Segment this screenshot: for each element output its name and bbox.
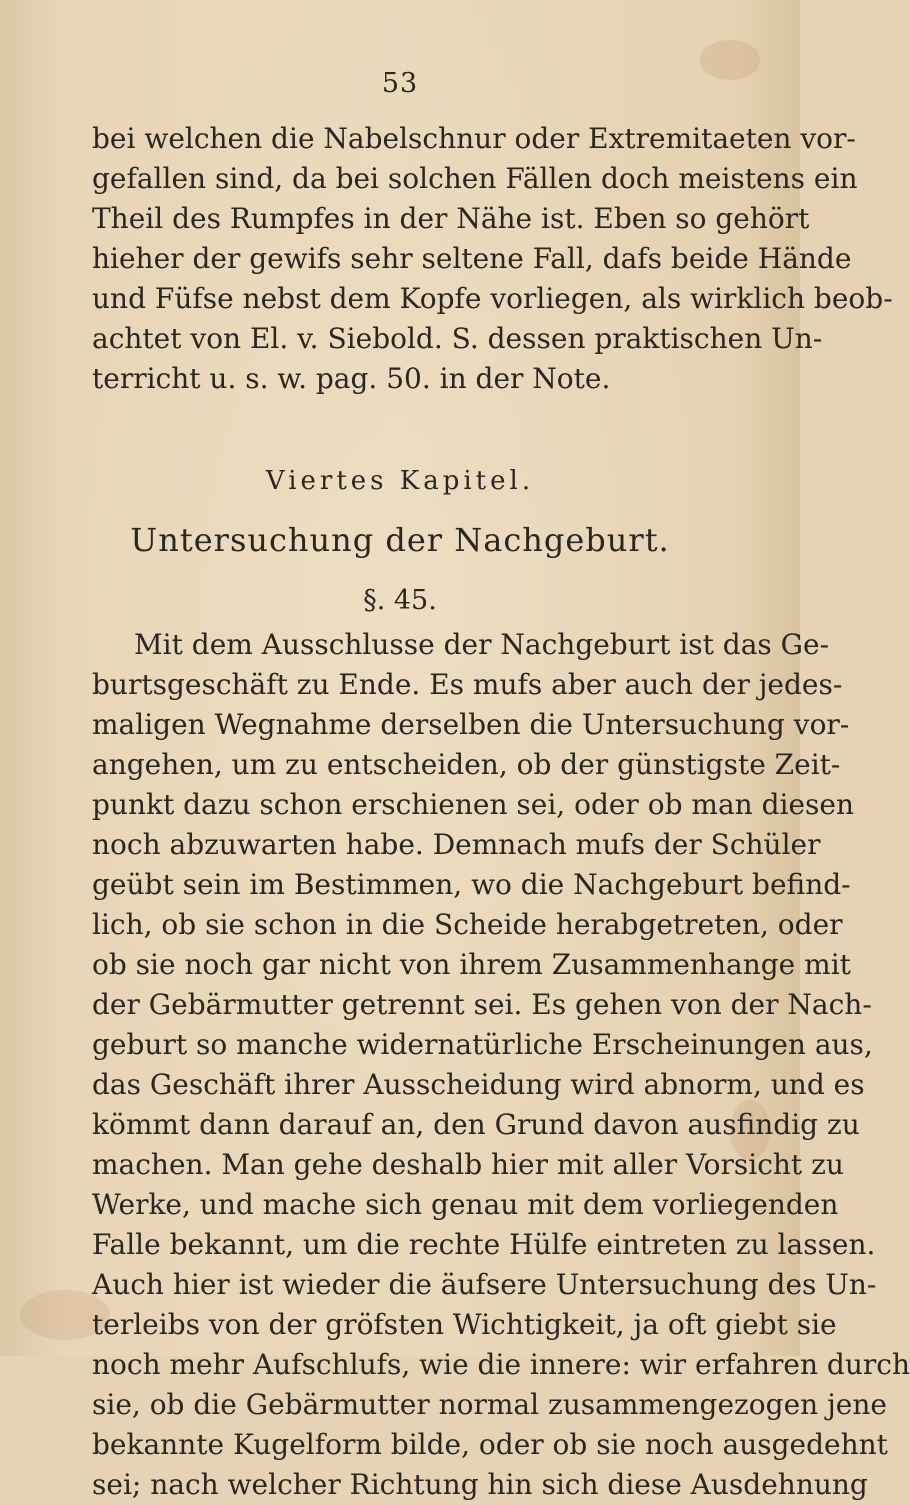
body-paragraph	[92, 625, 910, 1505]
section-heading: Untersuchung der Nachgeburt.	[130, 521, 670, 559]
page-number: 53	[381, 68, 419, 99]
text-line: bekannte Kugelform bilde, oder ob sie noch ausgedehnt	[92, 1428, 888, 1461]
text-line: Werke, und mache sich genau mit dem vorliegenden	[92, 1188, 839, 1221]
text-line: der Gebärmutter getrennt sei. Es gehen von der Nach-	[92, 988, 872, 1021]
text-line: kömmt dann darauf an, den Grund davon ausfindig zu	[92, 1108, 860, 1141]
chapter-title: Viertes Kapitel.	[265, 466, 535, 496]
text-line: gefallen sind, da bei solchen Fällen doch meistens ein	[92, 162, 858, 195]
text-line: geübt sein im Bestimmen, wo die Nachgeburt befind-	[92, 868, 851, 901]
text-line: achtet von El. v. Siebold. S. dessen praktischen Un-	[92, 322, 823, 355]
text-line: Falle bekannt, um die rechte Hülfe eintreten zu lassen.	[92, 1228, 876, 1261]
text-line: Auch hier ist wieder die äufsere Untersuchung des Un-	[92, 1268, 877, 1301]
text-line: Theil des Rumpfes in der Nähe ist. Eben so gehört	[92, 202, 810, 235]
text-line: punkt dazu schon erschienen sei, oder ob man diesen	[92, 788, 855, 821]
text-line: und Füfse nebst dem Kopfe vorliegen, als wirklich beob-	[92, 282, 893, 315]
text-line: geburt so manche widernatürliche Erscheinungen aus,	[92, 1028, 873, 1061]
text-line: machen. Man gehe deshalb hier mit aller Vorsicht zu	[92, 1148, 844, 1181]
text-line: das Geschäft ihrer Ausscheidung wird abnorm, und es	[92, 1068, 865, 1101]
text-line: noch abzuwarten habe. Demnach mufs der Schüler	[92, 828, 821, 861]
text-line: terleibs von der gröfsten Wichtigkeit, ja oft giebt sie	[92, 1308, 837, 1341]
text-line: Mit dem Ausschlusse der Nachgeburt ist das Ge-	[134, 628, 830, 661]
text-line: sie, ob die Gebärmutter normal zusammengezogen jene	[92, 1388, 887, 1421]
text-line: lich, ob sie schon in die Scheide herabgetreten, oder	[92, 908, 843, 941]
text-line: hieher der gewifs sehr seltene Fall, dafs beide Hände	[92, 242, 852, 275]
text-line: angehen, um zu entscheiden, ob der günstigste Zeit-	[92, 748, 841, 781]
text-line: bei welchen die Nabelschnur oder Extremitaeten vor-	[92, 122, 856, 155]
text-line: noch mehr Aufschlufs, wie die innere: wir erfahren durch	[92, 1348, 910, 1381]
text-line: maligen Wegnahme derselben die Untersuchung vor-	[92, 708, 850, 741]
text-line: ob sie noch gar nicht von ihrem Zusammenhange mit	[92, 948, 851, 981]
top-paragraph	[92, 119, 893, 399]
text-line: terricht u. s. w. pag. 50. in der Note.	[92, 362, 611, 395]
text-line: burtsgeschäft zu Ende. Es mufs aber auch der jedes-	[92, 668, 843, 701]
section-number: §. 45.	[363, 585, 437, 616]
text-line: sei; nach welcher Richtung hin sich diese Ausdehnung	[92, 1468, 868, 1501]
